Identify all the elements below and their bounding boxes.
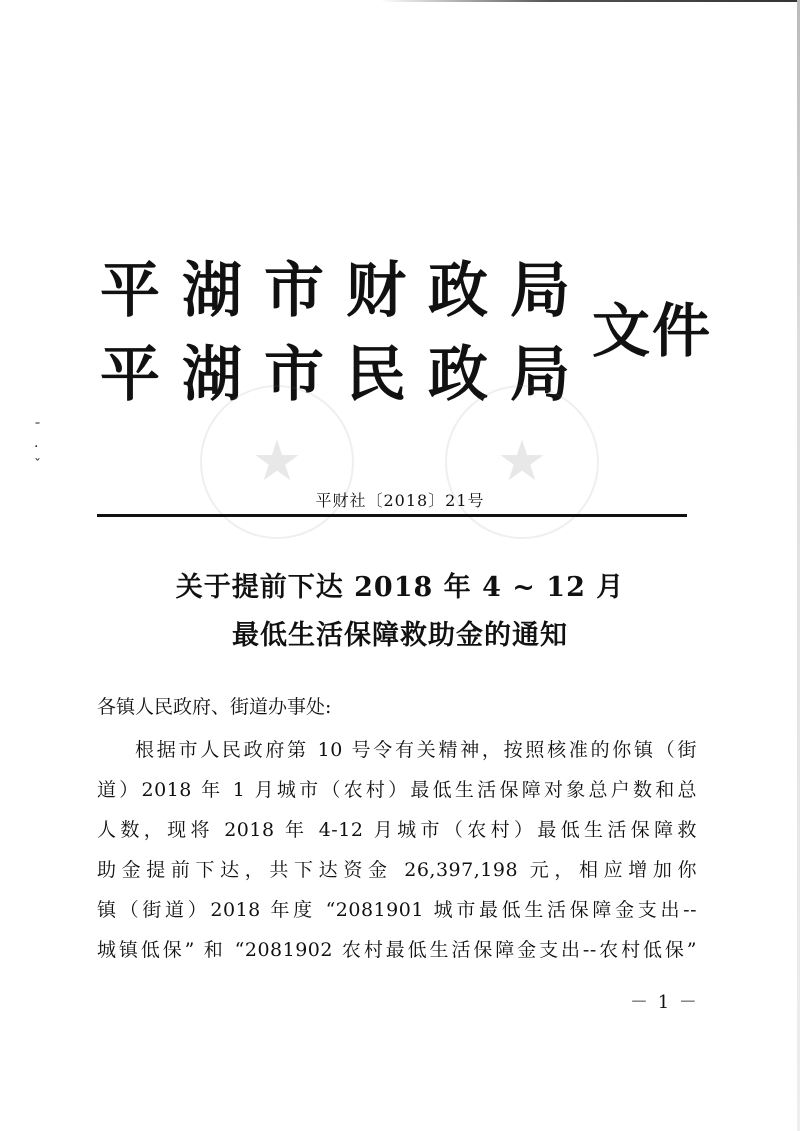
- scan-edge-top: [380, 0, 800, 2]
- seal-star-icon: ★: [496, 429, 548, 494]
- body-line: 助金提前下达，共下达资金 26,397,198 元，相应增加你: [97, 859, 697, 881]
- document-number: 平财社〔2018〕21号: [315, 491, 485, 510]
- margin-binding-marks: ˉ · ˇ: [34, 421, 41, 473]
- notice-title-line-2: 最低生活保障救助金的通知: [232, 620, 568, 651]
- page-number: － 1 －: [630, 992, 699, 1013]
- body-line: 人数，现将 2018 年 4-12 月城市（农村）最低生活保障救: [97, 819, 697, 841]
- body-line: 城镇低保” 和 “2081902 农村最低生活保障金支出--农村低保”: [97, 939, 697, 961]
- issuer-line-finance-bureau: 平湖市财政局: [100, 256, 592, 326]
- seal-star-icon: ★: [251, 429, 303, 494]
- header-divider: [97, 514, 687, 517]
- body-line: 根据市人民政府第 10 号令有关精神，按照核准的你镇（街: [135, 739, 697, 761]
- issuer-suffix: 文件: [592, 297, 713, 365]
- notice-title-line-1: 关于提前下达 2018 年 4 ~ 12 月: [175, 572, 625, 603]
- body-line: 镇（街道）2018 年度 “2081901 城市最低生活保障金支出--: [97, 899, 697, 921]
- body-line: 道）2018 年 1 月城市（农村）最低生活保障对象总户数和总: [97, 779, 697, 801]
- issuer-line-civil-affairs-bureau: 平湖市民政局: [100, 340, 592, 410]
- issuer-header: [100, 248, 713, 418]
- body-paragraph: [97, 730, 697, 970]
- salutation: 各镇人民政府、街道办事处:: [97, 696, 332, 718]
